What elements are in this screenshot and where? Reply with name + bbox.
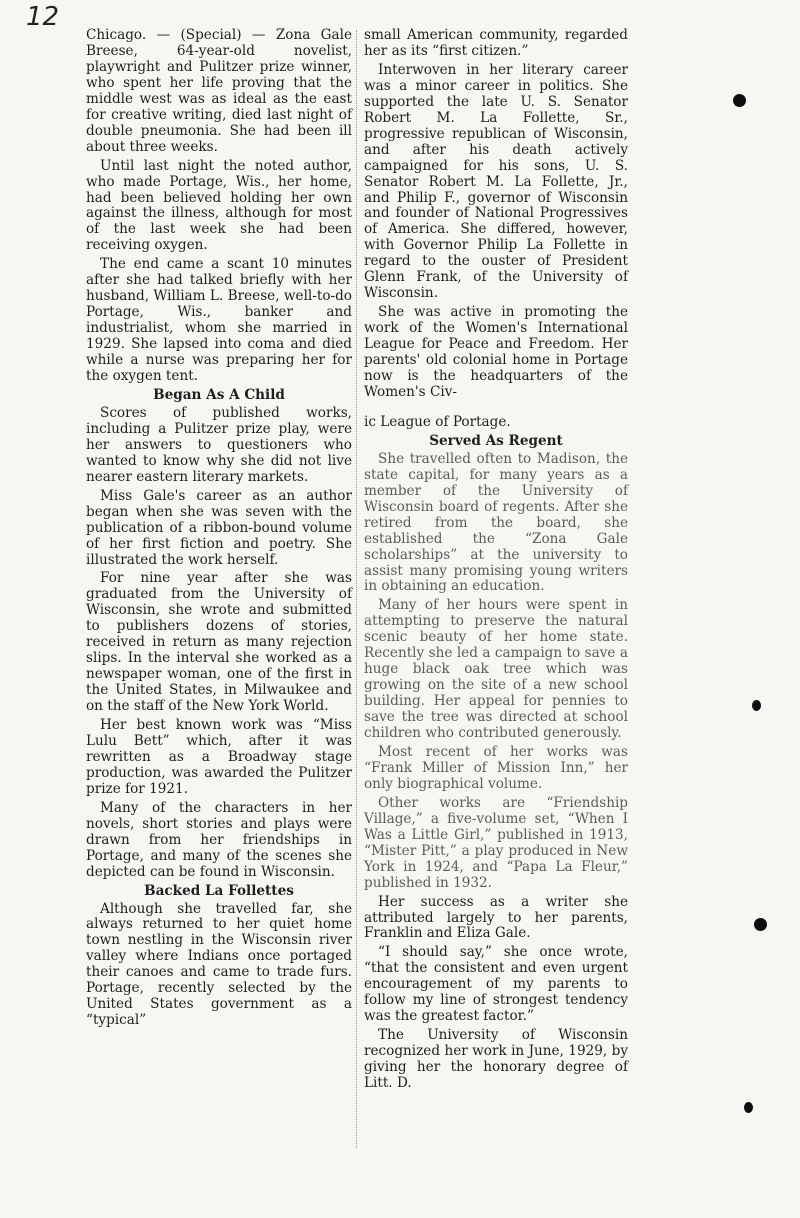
punch-hole — [754, 918, 767, 931]
article-paragraph: Although she travelled far, she always returned to her quiet home town nestling in the Wisconsin river valley where Indians once portaged their canoes and came to trade furs. Portage, recently selected by the United States government as a “typical” — [86, 900, 352, 1029]
subheading: Served As Regent — [429, 432, 563, 449]
article-paragraph: Her success as a writer she attributed largely to her parents, Franklin and Eliza Gale. — [364, 893, 628, 942]
article-paragraph: She travelled often to Madison, the state capital, for many years as a member of the University of Wisconsin board of regents. After she retired from the board, she established the “Zona Gale scholarships” at the university to assist many promising young writers in obtaining an education. — [364, 450, 628, 595]
subheading: Backed La Follettes — [144, 882, 294, 899]
punch-hole — [752, 700, 761, 711]
article-column-left — [86, 28, 352, 1032]
article-paragraph: For nine year after she was graduated from the University of Wisconsin, she wrote and submitted to publishers dozens of stories, received in return as many rejection slips. In the interval she worked as a newspaper woman, one of the first in the United States, in Milwaukee and on the staff of the New York World. — [86, 570, 352, 715]
article-paragraph: The University of Wisconsin recognized her work in June, 1929, by giving her the honorary degree of Litt. D. — [364, 1027, 628, 1092]
article-paragraph: Until last night the noted author, who made Portage, Wis., her home, had been believed holding her own against the illness, although for most of the last week she had been receiving oxygen. — [86, 157, 352, 254]
dateline-paragraph: Chicago. — (Special) — Zona Gale Breese, 64-year-old novelist, playwright and Pulitzer prize winner, who spent her life proving that the middle west was as ideal as the east for creative writing, died last night of double pneumonia. She had been ill about three weeks. — [86, 27, 352, 155]
article-paragraph: Most recent of her works was “Frank Miller of Mission Inn,” her only biographical volume. — [364, 743, 628, 792]
article-paragraph: Many of her hours were spent in attempting to preserve the natural scenic beauty of her home state. Recently she led a campaign to save a huge black oak tree which was growing on the site of a new school building. Her appeal for pennies to save the tree was directed at school children who contributed generously. — [364, 597, 628, 742]
column-divider — [356, 30, 357, 1148]
article-paragraph: Interwoven in her literary career was a minor career in politics. She supported the late U. S. Senator Robert M. La Follette, Sr., progressive republican of Wisconsin, and after his death actively campaigned for his sons, U. S. Senator Robert M. La Follette, Jr., and Philip F., governor of Wisconsin and founder of National Progressives of America. She differed, however, with Governor Philip La Follette in regard to the ouster of President Glenn Frank, of the University of Wisconsin. — [364, 61, 628, 302]
article-paragraph: Her best known work was “Miss Lulu Bett” which, after it was rewritten as a Broadway stage production, was awarded the Pulitzer prize for 1921. — [86, 717, 352, 797]
article-paragraph: Miss Gale's career as an author began when she was seven with the publication of a ribbon-bound volume of her first fiction and poetry. She illustrated the work herself. — [86, 487, 352, 568]
article-paragraph: Other works are “Friendship Village,” a five-volume set, “When I Was a Little Girl,” published in 1913, “Mister Pitt,” a play produced in New York in 1924, and “Papa La Fleur,” published in 1932. — [364, 794, 628, 891]
article-paragraph: Many of the characters in her novels, short stories and plays were drawn from her friendships in Portage, and many of the scenes she depicted can be found in Wisconsin. — [86, 799, 352, 880]
punch-hole — [733, 94, 746, 107]
article-paragraph: Scores of published works, including a Pulitzer prize play, were her answers to questioners who wanted to know why she did not live nearer eastern literary markets. — [86, 404, 352, 485]
page-number: 12 — [26, 2, 60, 32]
punch-hole — [744, 1102, 753, 1113]
article-paragraph: small American community, regarded her as its “first citizen.” — [364, 27, 628, 59]
article-paragraph: The end came a scant 10 minutes after she had talked briefly with her husband, William L. Breese, well-to-do Portage, Wis., banker and industrialist, whom she married in 1929. She lapsed into coma and died while a nurse was preparing her for the oxygen tent. — [86, 256, 352, 385]
subheading: Began As A Child — [153, 386, 285, 403]
article-paragraph: “I should say,” she once wrote, “that the consistent and even urgent encouragement of my parents to follow my line of strongest tendency was the greatest factor.” — [364, 944, 628, 1025]
article-paragraph: She was active in promoting the work of the Women's International League for Peace and Freedom. Her parents' old colonial home in Portage now is the headquarters of the Women's Civ- — [364, 304, 628, 400]
article-paragraph: ic League of Portage. — [364, 413, 511, 430]
article-column-right — [364, 28, 628, 1095]
